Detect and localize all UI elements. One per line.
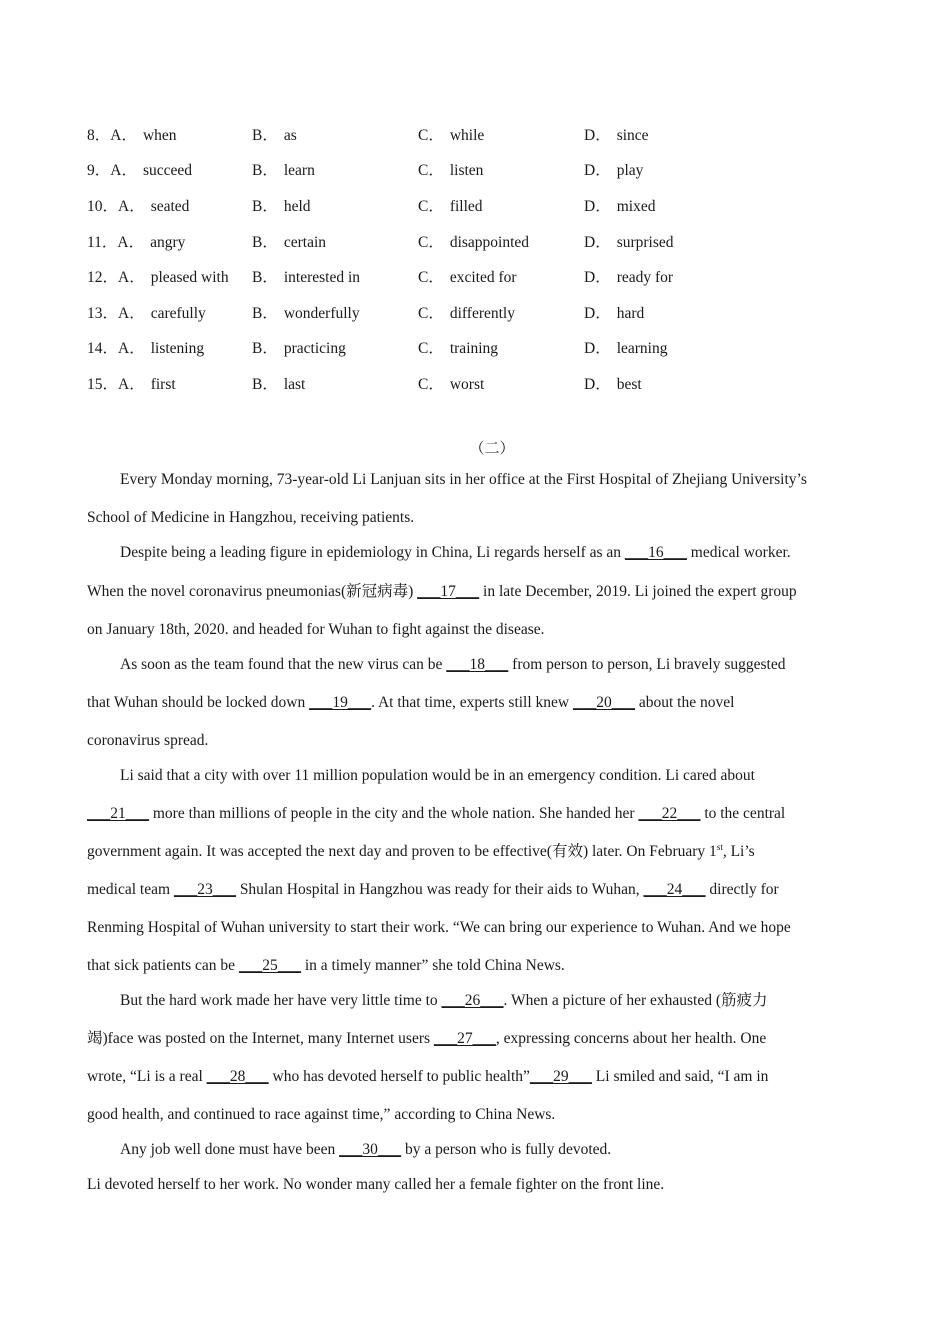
blank-22: ___22___ (638, 805, 701, 822)
blank-27: ___27___ (433, 1030, 496, 1047)
blank-17: ___17___ (417, 583, 480, 600)
option-text: carefully (150, 304, 206, 322)
blank-30: ___30___ (339, 1141, 402, 1158)
option-text: excited for (449, 269, 517, 287)
passage-line: Renming Hospital of Wuhan university to start their work. “We can bring our experience to Wuhan. And we hope (87, 919, 791, 936)
option-c (418, 372, 484, 394)
option-a (87, 123, 177, 145)
option-text: disappointed (449, 233, 530, 251)
blank-28: ___28___ (206, 1068, 269, 1085)
option-c (418, 230, 529, 252)
blank-19: ___19___ (309, 694, 372, 711)
blank-23: ___23___ (173, 881, 236, 898)
option-row (87, 152, 847, 188)
option-text: certain (283, 233, 327, 251)
blank-24: ___24___ (643, 881, 706, 898)
option-row (87, 116, 847, 152)
option-b (252, 123, 297, 145)
passage-line: Every Monday morning, 73-year-old Li Lanjuan sits in her office at the First Hospital of Zhejiang University’s (120, 471, 807, 488)
option-text: seated (150, 197, 190, 215)
option-c (418, 265, 517, 287)
option-text: learn (283, 162, 315, 180)
option-a (87, 230, 185, 252)
option-text: held (283, 197, 311, 215)
option-label: B． (252, 126, 278, 144)
option-d (584, 372, 642, 394)
option-a (87, 301, 206, 323)
passage-line: 竭)face was posted on the Internet, many Internet users ___27___, expressing concerns about her health. One (87, 1030, 767, 1047)
option-text: since (616, 126, 649, 144)
option-row (87, 258, 847, 294)
option-text: angry (150, 233, 186, 251)
option-text: learning (616, 340, 668, 358)
blank-20: ___20___ (573, 694, 635, 711)
option-label: D． (584, 126, 611, 144)
option-text: worst (449, 375, 485, 393)
option-label: 8．A． (87, 126, 137, 144)
option-c (418, 194, 483, 216)
passage-line: Li devoted herself to her work. No wonder many called her a female fighter on the front line. (87, 1176, 665, 1193)
option-text: while (449, 126, 485, 144)
option-a (87, 336, 204, 358)
blank-29: ___29___ (529, 1068, 592, 1085)
passage-line: But the hard work made her have very little time to ___26___. When a picture of her exhausted (筋疲力 (120, 992, 768, 1009)
option-b (252, 230, 326, 252)
option-label: B． (252, 375, 278, 393)
option-a (87, 158, 192, 180)
option-text: listening (150, 340, 205, 358)
option-row (87, 365, 847, 401)
option-label: 14．A． (87, 340, 145, 358)
option-text: training (449, 340, 499, 358)
option-text: mixed (616, 197, 656, 215)
option-d (584, 158, 643, 180)
blank-26: ___26___ (441, 992, 504, 1009)
option-b (252, 265, 360, 287)
passage-line: medical team ___23___ Shulan Hospital in Hangzhou was ready for their aids to Wuhan, ___24___ directly for (87, 881, 779, 898)
option-label: C． (418, 197, 444, 215)
blank-25: ___25___ (238, 957, 301, 974)
option-c (418, 158, 483, 180)
option-a (87, 372, 176, 394)
blank-16: ___16___ (624, 544, 687, 561)
option-label: D． (584, 233, 611, 251)
option-label: C． (418, 126, 444, 144)
option-label: B． (252, 304, 278, 322)
passage-line: When the novel coronavirus pneumonias(新冠病毒) ___17___ in late December, 2019. Li joined the expert group (87, 583, 797, 600)
blank-21: ___21___ (87, 805, 149, 822)
passage-line: good health, and continued to race against time,” according to China News. (87, 1106, 556, 1123)
option-d (584, 265, 673, 287)
option-b (252, 194, 311, 216)
option-label: C． (418, 162, 444, 180)
option-c (418, 336, 498, 358)
option-label: C． (418, 304, 444, 322)
passage-line: ___21___ more than millions of people in the city and the whole nation. She handed her ___22___ to the central (87, 805, 786, 822)
option-d (584, 301, 644, 323)
option-text: wonderfully (283, 304, 360, 322)
option-row (87, 294, 847, 330)
passage-line: that sick patients can be ___25___ in a timely manner” she told China News. (87, 957, 565, 974)
option-d (584, 123, 649, 145)
passage-line: Li said that a city with over 11 million population would be in an emergency condition. Li cared about (120, 767, 755, 784)
option-label: D． (584, 162, 611, 180)
option-label: D． (584, 304, 611, 322)
option-label: D． (584, 340, 611, 358)
option-text: surprised (616, 233, 674, 251)
option-text: filled (449, 197, 483, 215)
option-b (252, 372, 305, 394)
passage-line: Any job well done must have been ___30___ by a person who is fully devoted. (120, 1141, 612, 1158)
passage-line: As soon as the team found that the new virus can be ___18___ from person to person, Li bravely suggested (120, 656, 786, 673)
option-label: C． (418, 233, 444, 251)
option-b (252, 336, 346, 358)
passage-line: coronavirus spread. (87, 732, 209, 749)
option-text: play (616, 162, 644, 180)
option-row (87, 187, 847, 223)
option-a (87, 265, 229, 287)
option-label: C． (418, 340, 444, 358)
option-text: last (283, 375, 306, 393)
option-c (418, 301, 515, 323)
option-label: D． (584, 197, 611, 215)
blank-18: ___18___ (446, 656, 509, 673)
section-heading: （二） (469, 441, 515, 457)
option-text: best (616, 375, 642, 393)
option-label: C． (418, 375, 444, 393)
option-label: B． (252, 197, 278, 215)
passage-line: wrote, “Li is a real ___28___ who has devoted herself to public health”___29___ Li smiled and said, “I am in (87, 1068, 769, 1085)
option-label: D． (584, 269, 611, 287)
option-text: as (283, 126, 297, 144)
option-label: D． (584, 375, 611, 393)
option-text: differently (449, 304, 515, 322)
option-label: 10．A． (87, 197, 145, 215)
option-b (252, 301, 360, 323)
passage-line: on January 18th, 2020. and headed for Wuhan to fight against the disease. (87, 621, 545, 638)
option-b (252, 158, 315, 180)
option-text: listen (449, 162, 484, 180)
option-text: when (142, 126, 177, 144)
option-label: C． (418, 269, 444, 287)
option-text: practicing (283, 340, 346, 358)
option-text: interested in (283, 269, 361, 287)
option-d (584, 194, 655, 216)
option-text: succeed (142, 162, 193, 180)
option-text: hard (616, 304, 645, 322)
option-label: B． (252, 162, 278, 180)
option-a (87, 194, 189, 216)
option-text: pleased with (150, 269, 229, 287)
option-label: 13．A． (87, 304, 145, 322)
option-text: ready for (616, 269, 674, 287)
option-label: B． (252, 269, 278, 287)
options-table (87, 116, 847, 401)
option-label: 9．A． (87, 162, 137, 180)
option-label: 11．A． (87, 233, 145, 251)
option-text: first (150, 375, 176, 393)
option-label: 15．A． (87, 375, 145, 393)
passage-line: Despite being a leading figure in epidemiology in China, Li regards herself as an ___16___ medical worker. (120, 544, 791, 561)
option-d (584, 336, 668, 358)
passage-line: School of Medicine in Hangzhou, receiving patients. (87, 509, 415, 526)
option-label: 12．A． (87, 269, 145, 287)
passage-line: that Wuhan should be locked down ___19___. At that time, experts still knew ___20___ about the novel (87, 694, 735, 711)
option-c (418, 123, 484, 145)
passage-line: government again. It was accepted the next day and proven to be effective(有效) later. On February 1st, Li’s (87, 841, 755, 860)
option-row (87, 223, 847, 259)
option-label: B． (252, 340, 278, 358)
option-label: B． (252, 233, 278, 251)
option-row (87, 330, 847, 366)
option-d (584, 230, 674, 252)
